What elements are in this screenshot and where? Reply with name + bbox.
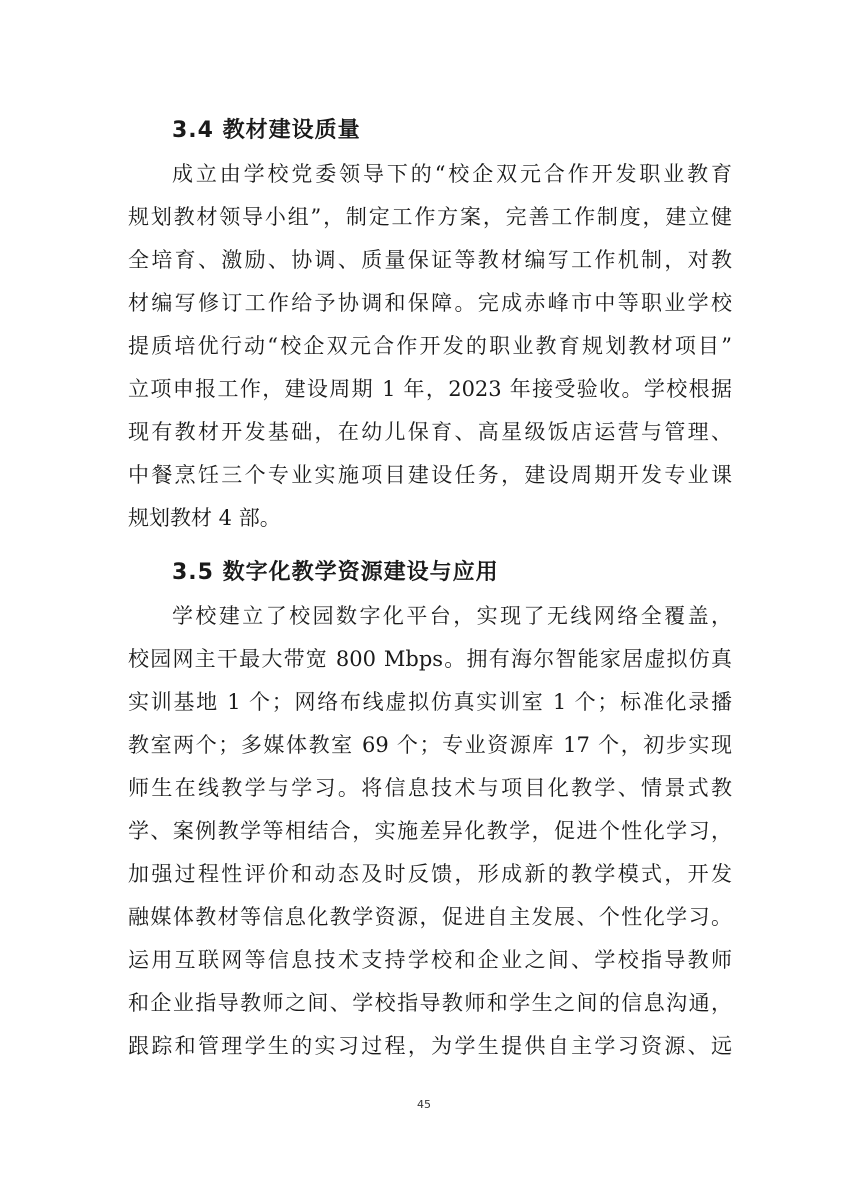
paragraph-line: 跟踪和管理学生的实习过程，为学生提供自主学习资源、远 [128, 1034, 732, 1058]
paragraph-line: 规划教材领导小组”，制定工作方案，完善工作制度，建立健 [128, 205, 732, 229]
page-number: 45 [417, 1098, 431, 1111]
paragraph-line: 成立由学校党委领导下的“校企双元合作开发职业教育 [172, 162, 732, 186]
paragraph-line: 教室两个；多媒体教室 69 个；专业资源库 17 个，初步实现 [128, 733, 732, 757]
paragraph-line: 和企业指导教师之间、学校指导教师和学生之间的信息沟通， [128, 991, 732, 1015]
paragraph-line: 立项申报工作，建设周期 1 年，2023 年接受验收。学校根据 [128, 377, 732, 401]
paragraph-line: 师生在线教学与学习。将信息技术与项目化教学、情景式教 [128, 776, 732, 800]
paragraph-line: 融媒体教材等信息化教学资源，促进自主发展、个性化学习。 [128, 905, 732, 929]
paragraph-line: 材编写修订工作给予协调和保障。完成赤峰市中等职业学校 [128, 291, 732, 315]
paragraph-line: 中餐烹饪三个专业实施项目建设任务，建设周期开发专业课 [128, 463, 732, 487]
paragraph-line: 实训基地 1 个；网络布线虚拟仿真实训室 1 个；标准化录播 [128, 690, 732, 714]
paragraph-line: 提质培优行动“校企双元合作开发的职业教育规划教材项目” [128, 334, 732, 358]
paragraph-line: 校园网主干最大带宽 800 Mbps。拥有海尔智能家居虚拟仿真 [128, 647, 732, 671]
paragraph-line: 现有教材开发基础，在幼儿保育、高星级饭店运营与管理、 [128, 420, 732, 444]
section-heading-3-4: 3.4 教材建设质量 [172, 118, 361, 143]
paragraph-line: 规划教材 4 部。 [128, 506, 281, 530]
paragraph-line: 学、案例教学等相结合，实施差异化教学，促进个性化学习， [128, 819, 732, 843]
paragraph-line: 运用互联网等信息技术支持学校和企业之间、学校指导教师 [128, 948, 732, 972]
paragraph-line: 加强过程性评价和动态及时反馈，形成新的教学模式，开发 [128, 862, 732, 886]
paragraph-line: 学校建立了校园数字化平台，实现了无线网络全覆盖， [172, 604, 732, 628]
section-heading-3-5: 3.5 数字化教学资源建设与应用 [172, 560, 499, 585]
paragraph-line: 全培育、激励、协调、质量保证等教材编写工作机制，对教 [128, 248, 732, 272]
